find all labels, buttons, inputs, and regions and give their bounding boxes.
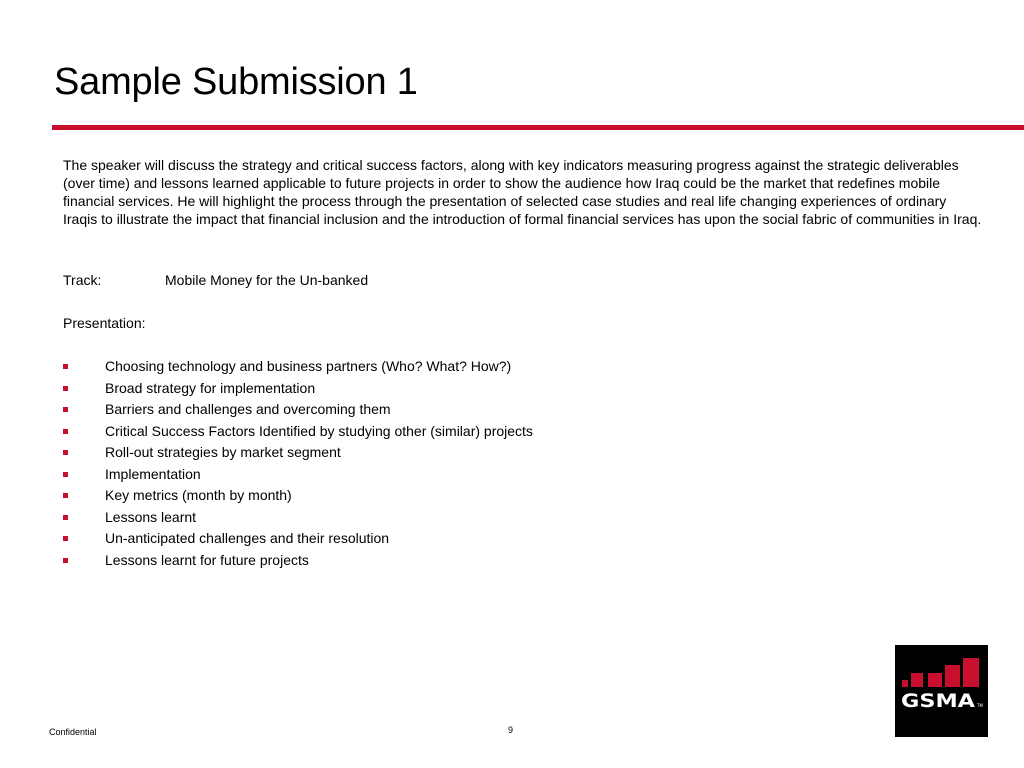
track-value: Mobile Money for the Un-banked (165, 272, 369, 288)
bullet-square-icon (63, 407, 68, 412)
footer-confidential: Confidential (49, 727, 97, 737)
presentation-label: Presentation: (63, 315, 146, 331)
bullet-square-icon (63, 450, 68, 455)
bullet-square-icon (63, 386, 68, 391)
bullet-text: Implementation (105, 465, 201, 482)
bullet-text: Key metrics (month by month) (105, 487, 292, 503)
bullet-text: Barriers and challenges and overcoming them (105, 401, 391, 417)
bullet-text: Lessons learnt (105, 508, 197, 525)
logo-bar-4 (945, 665, 960, 687)
bullet-square-icon (63, 472, 68, 477)
bullet-square-icon (63, 558, 68, 563)
bullet-text: Broad strategy for implementation (105, 379, 316, 396)
body-paragraph: The speaker will discuss the strategy and critical success factors, along with key indicators measuring progress against the strategic deliverables (over time) and lessons learned applicable to future projects in order to show the audience how Iraq could be the market that redefines mobile financial services. He will highlight the process through the presentation of selected case studies and real life changing experiences of ordinary Iraqis to illustrate the impact that financial inclusion and the introduction of formal financial services has upon the social fabric of communities in Iraq. (63, 157, 982, 227)
bullet-square-icon (63, 429, 68, 434)
bullet-square-icon (63, 364, 68, 369)
page-number: 9 (508, 725, 514, 735)
logo-trademark: TM (977, 703, 983, 708)
bullet-text: Un-anticipated challenges and their resolution (105, 530, 390, 546)
bullet-text: Lessons learnt for future projects (105, 551, 309, 568)
bullet-square-icon (63, 515, 68, 520)
logo-bar-1 (902, 680, 908, 687)
title-divider (52, 125, 1024, 130)
bullet-square-icon (63, 536, 68, 541)
bullet-square-icon (63, 493, 68, 498)
gsma-logo (895, 645, 988, 737)
gsma-logo-icon (895, 645, 988, 737)
logo-bar-2 (911, 673, 923, 687)
track-label: Track: (63, 272, 102, 288)
bullet-text: Roll-out strategies by market segment (105, 444, 341, 460)
bullet-text: Choosing technology and business partners (Who? What? How?) (105, 358, 512, 374)
logo-wordmark: GSMA (901, 690, 976, 712)
logo-bar-3 (928, 673, 942, 687)
bullet-text: Critical Success Factors Identified by studying other (similar) projects (105, 422, 533, 439)
slide-title: Sample Submission 1 (54, 61, 418, 103)
logo-bar-5 (963, 658, 979, 687)
